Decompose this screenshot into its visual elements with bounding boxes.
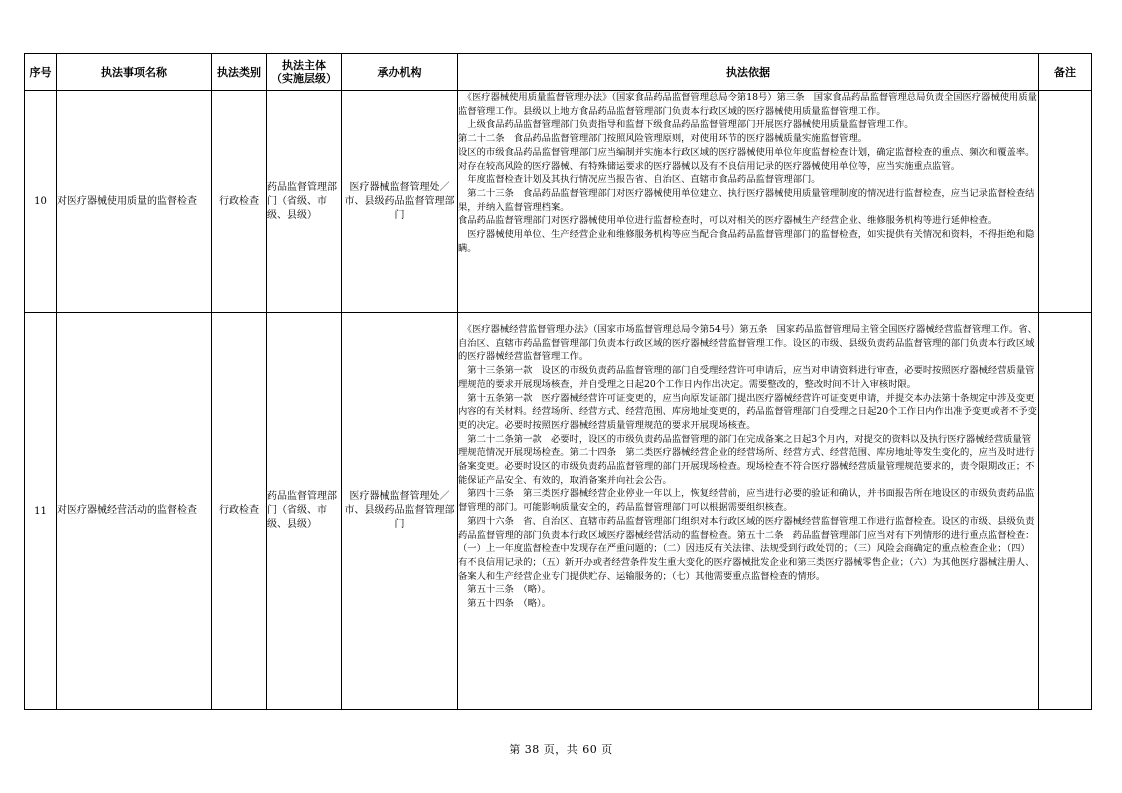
- row-item-name: 对医疗器械经营活动的监督检查: [57, 313, 212, 710]
- basis-paragraph: 第五十四条 （略）。: [458, 598, 551, 610]
- basis-paragraph: 《医疗器械使用质量监督管理办法》（国家食品药品监督管理总局令第18号）第三条 国家食品药品监督管理总局负责全国医疗器械使用质量监督管理工作。县级以上地方食品药品监督管理部门负责本行政区域的医疗器械使用质量监督管理工作。: [458, 92, 1037, 117]
- table-row: [25, 91, 1092, 313]
- row-category: 行政检查: [212, 91, 267, 313]
- header-row: [25, 54, 1092, 91]
- basis-paragraph: 第四十三条 第三类医疗器械经营企业停业一年以上，恢复经营前，应当进行必要的验证和确认，并书面报告所在地设区的市级负责药品监督管理的部门。可能影响质量安全的，药品监督管理部门可以根据需要组织核查。: [458, 488, 1035, 514]
- row-subject: 药品监督管理部门（省级、市级、县级）: [267, 313, 342, 710]
- basis-paragraph: 第五十三条 （略）。: [458, 584, 551, 596]
- row-remarks: [1039, 91, 1092, 313]
- row-agency: 医疗器械监督管理处／市、县级药品监督管理部门: [342, 91, 458, 313]
- header-remarks: 备注: [1039, 54, 1092, 91]
- basis-paragraph: 医疗器械使用单位、生产经营企业和维修服务机构等应当配合食品药品监督管理部门的监督检查，如实提供有关情况和资料，不得拒绝和隐瞒。: [458, 229, 1035, 254]
- header-basis: 执法依据: [458, 54, 1039, 91]
- basis-paragraph: 第二十三条 食品药品监督管理部门对医疗器械使用单位建立、执行医疗器械使用质量管理制度的情况进行监督检查，应当记录监督检查结果，并纳入监督管理档案。: [458, 187, 1035, 213]
- header-agency: 承办机构: [342, 54, 458, 91]
- header-subject-line1: 执法主体: [282, 59, 326, 72]
- header-subject-line2: （实施层级）: [271, 72, 337, 85]
- basis-paragraph: 第二十二条第一款 必要时，设区的市级负责药品监督管理的部门在完成备案之日起3个月内，对提交的资料以及执行医疗器械经营质量管理规范情况开展现场检查。第二十四条 第二类医疗器械经营企业的经营场所、经营方式、经营范围、库房地址等发生变化的，应当及时进行备案变更。必要时设区的市级负责药品监督管理的部门开展现场检查。现场检查不符合医疗器械经营质量管理规范要求的，责令限期改正；不能保证产品安全、有效的，取消备案并向社会公告。: [458, 433, 1035, 486]
- header-seq: 序号: [25, 54, 57, 91]
- row-remarks: [1039, 313, 1092, 710]
- basis-paragraph: 第十三条第一款 设区的市级负责药品监督管理的部门自受理经营许可申请后，应当对申请资料进行审查，必要时按照医疗器械经营质量管理规范的要求开展现场核查，并自受理之日起20个工作日内作出决定。需要整改的，整改时间不计入审核时限。: [458, 365, 1035, 390]
- row-subject: 药品监督管理部门（省级、市级、县级）: [267, 91, 342, 313]
- header-subject: [267, 54, 342, 91]
- basis-paragraph: 第二十二条 食品药品监督管理部门按照风险管理原则，对使用环节的医疗器械质量实施监督管理。: [458, 133, 868, 145]
- table-row: [25, 313, 1092, 710]
- row-seq: 10: [25, 91, 57, 313]
- header-item-name: 执法事项名称: [57, 54, 212, 91]
- row-seq: 11: [25, 313, 57, 710]
- row-item-name: 对医疗器械使用质量的监督检查: [57, 91, 212, 313]
- basis-paragraph: 第十五条第一款 医疗器械经营许可证变更的，应当向原发证部门提出医疗器械经营许可证变更申请，并提交本办法第十条规定中涉及变更内容的有关材料。经营场所、经营方式、经营范围、库房地址变更的，药品监督管理部门自受理之日起20个工作日内作出准予变更或者不予变更的决定。必要时按照医疗器械经营质量管理规范的要求开展现场核查。: [458, 392, 1037, 431]
- law-enforcement-table: [24, 53, 1092, 710]
- basis-paragraph: 食品药品监督管理部门对医疗器械使用单位进行监督检查时，可以对相关的医疗器械生产经营企业、维修服务机构等进行延伸检查。: [458, 215, 998, 227]
- row-basis: [458, 91, 1039, 313]
- row-basis: [458, 313, 1039, 710]
- basis-paragraph: 《医疗器械经营监督管理办法》（国家市场监督管理总局令第54号）第五条 国家药品监督管理局主管全国医疗器械经营监督管理工作。省、自治区、直辖市药品监督管理部门负责本行政区域的医疗器械经营监督管理工作。设区的市级、县级负责药品监督管理的部门负责本行政区域的医疗器械经营监督管理工作。: [458, 324, 1037, 363]
- basis-paragraph: 第四十六条 省、自治区、直辖市药品监督管理部门组织对本行政区域的医疗器械经营监督管理工作进行监督检查。设区的市级、县级负责药品监督管理的部门负责本行政区域医疗器械经营活动的监督检查。第五十二条 药品监督管理部门应当对有下列情形的进行重点监督检查：（一）上一年度监督检查中发现存在严重问题的；（二）因违反有关法律、法规受到行政处罚的；（三）风险会商确定的重点检查企业；（四）有不良信用记录的；（五）新开办或者经营条件发生重大变化的医疗器械批发企业和第三类医疗器械零售企业；（六）为其他医疗器械注册人、备案人和生产经营企业专门提供贮存、运输服务的；（七）其他需要重点监督检查的情形。: [458, 515, 1035, 582]
- row-agency: 医疗器械监督管理处／市、县级药品监督管理部门: [342, 313, 458, 710]
- page-number: 第 38 页，共 60 页: [509, 743, 613, 756]
- row-category: 行政检查: [212, 313, 267, 710]
- basis-paragraph: 设区的市级食品药品监督管理部门应当编制并实施本行政区域的医疗器械使用单位年度监督检查计划，确定监督检查的重点、频次和覆盖率。对存在较高风险的医疗器械、有特殊储运要求的医疗器械以及有不良信用记录的医疗器械使用单位等，应当实施重点监管。: [458, 146, 1035, 172]
- basis-paragraph: 上级食品药品监督管理部门负责指导和监督下级食品药品监督管理部门开展医疗器械使用质量监督管理工作。: [458, 119, 914, 131]
- header-category: 执法类别: [212, 54, 267, 91]
- basis-paragraph: 年度监督检查计划及其执行情况应当报告省、自治区、直辖市食品药品监督管理部门。: [458, 174, 821, 186]
